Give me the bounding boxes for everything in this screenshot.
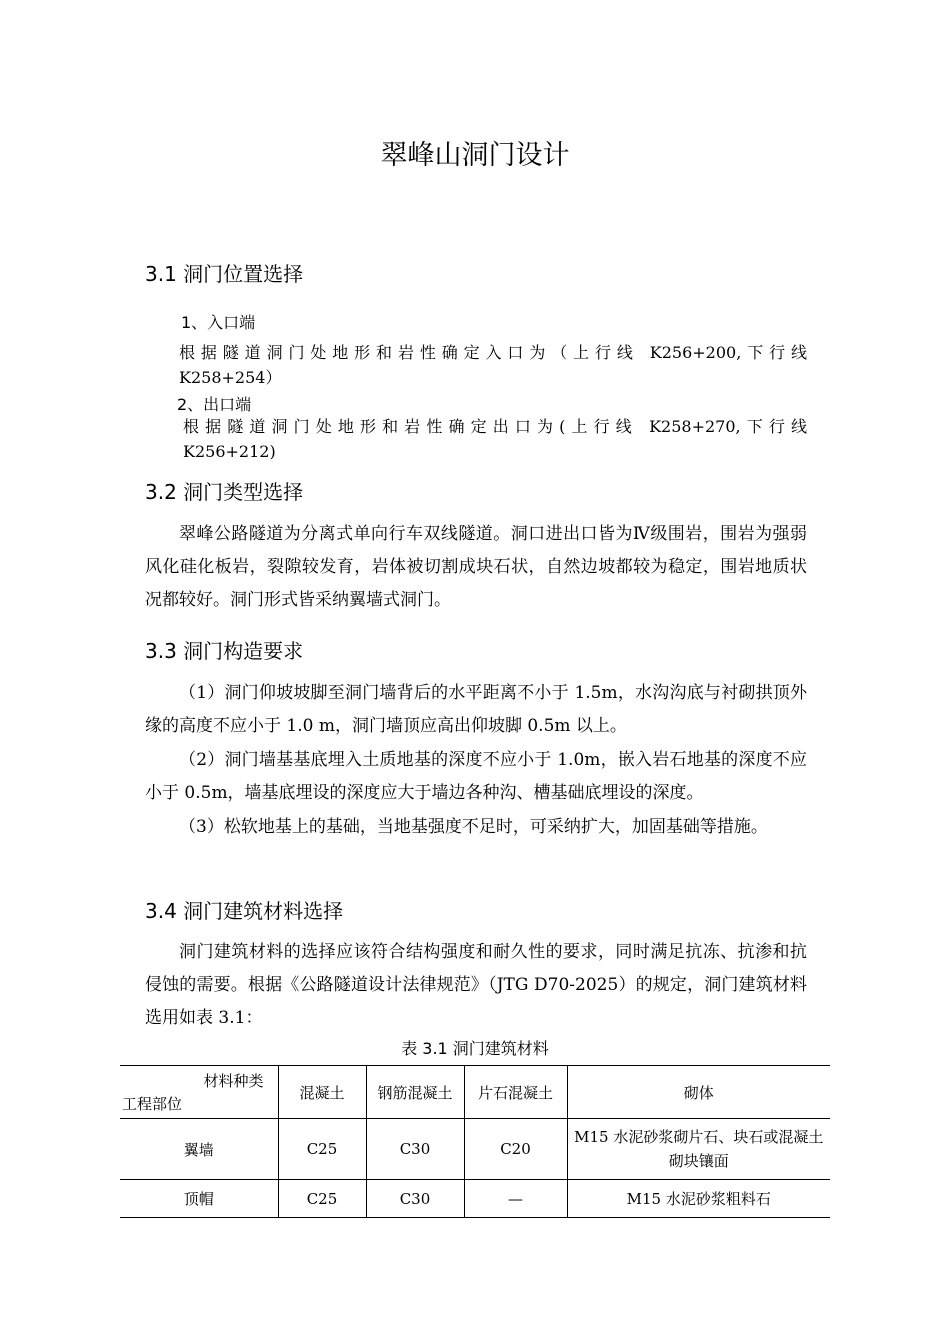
table-row	[120, 1180, 830, 1218]
table-cell: C25	[278, 1119, 366, 1180]
page-title: 翠峰山洞门设计	[380, 140, 570, 171]
column-header: 片石混凝土	[464, 1066, 567, 1119]
section-3-2-body: 翠峰公路隧道为分离式单向行车双线隧道。洞口进出口皆为Ⅳ级围岩，围岩为强弱风化硅化板岩，裂隙较发育，岩体被切割成块石状，自然边坡都较为稳定，围岩地质状况都较好。洞门形式皆采纳翼墙式洞门。	[145, 524, 807, 610]
section-heading-3-1: 3.1 洞门位置选择	[145, 262, 304, 286]
corner-header-material: 材料种类	[203, 1072, 264, 1090]
entrance-line-2: K258+254）	[179, 368, 282, 387]
table-header-row	[120, 1066, 830, 1119]
exit-heading: 2、出口端	[177, 395, 252, 414]
requirement-item-2: （2）洞门墙基基底埋入土质地基的深度不应小于 1.0m，嵌入岩石地基的深度不应小于 0.5m，墙基底埋设的深度应大于墙边各种沟、槽基础底埋设的深度。	[145, 750, 807, 803]
requirement-item-1: （1）洞门仰坡坡脚至洞门墙背后的水平距离不小于 1.5m，水沟沟底与衬砌拱顶外缘的高度不应小于 1.0 m，洞门墙顶应高出仰坡脚 0.5m 以上。	[145, 683, 807, 736]
table-cell: C25	[278, 1180, 366, 1218]
section-heading-3-3: 3.3 洞门构造要求	[145, 639, 304, 663]
table-cell: C30	[366, 1180, 464, 1218]
table-caption: 表 3.1 洞门建筑材料	[401, 1039, 549, 1058]
table-row	[120, 1119, 830, 1180]
entrance-heading: 1、入口端	[181, 313, 256, 332]
column-header: 钢筋混凝土	[366, 1066, 464, 1119]
table-cell-masonry: M15 水泥砂浆砌片石、块石或混凝土砌块镶面	[574, 1128, 824, 1170]
table-cell-masonry: M15 水泥砂浆粗料石	[626, 1190, 771, 1208]
materials-table	[120, 1065, 830, 1218]
column-header: 砌体	[683, 1083, 714, 1102]
table-cell: C30	[366, 1119, 464, 1180]
section-heading-3-4: 3.4 洞门建筑材料选择	[145, 899, 344, 923]
table-cell: —	[464, 1180, 567, 1218]
exit-line-1: 根据隧道洞门处地形和岩性确定出口为(上行线 K258+270,下行线	[183, 417, 807, 436]
entrance-paragraph	[145, 340, 807, 390]
corner-header-cell	[120, 1066, 278, 1119]
section-heading-3-2: 3.2 洞门类型选择	[145, 480, 304, 504]
table-cell-part: 翼墙	[120, 1119, 278, 1180]
requirement-item-3: （3）松软地基上的基础，当地基强度不足时，可采纳扩大，加固基础等措施。	[179, 817, 768, 837]
entrance-line-1: 根据隧道洞门处地形和岩性确定入口为（上行线 K256+200,下行线	[179, 343, 807, 362]
exit-paragraph	[145, 414, 807, 464]
exit-line-2: K256+212)	[183, 442, 276, 461]
section-3-4-body: 洞门建筑材料的选择应该符合结构强度和耐久性的要求，同时满足抗冻、抗渗和抗侵蚀的需要。根据《公路隧道设计法律规范》（JTG D70-2025）的规定，洞门建筑材料选用如表 3.1：	[145, 942, 807, 1028]
corner-header-part: 工程部位	[122, 1095, 183, 1113]
table-cell-part: 顶帽	[120, 1180, 278, 1218]
table-cell: C20	[464, 1119, 567, 1180]
column-header: 混凝土	[278, 1066, 366, 1119]
